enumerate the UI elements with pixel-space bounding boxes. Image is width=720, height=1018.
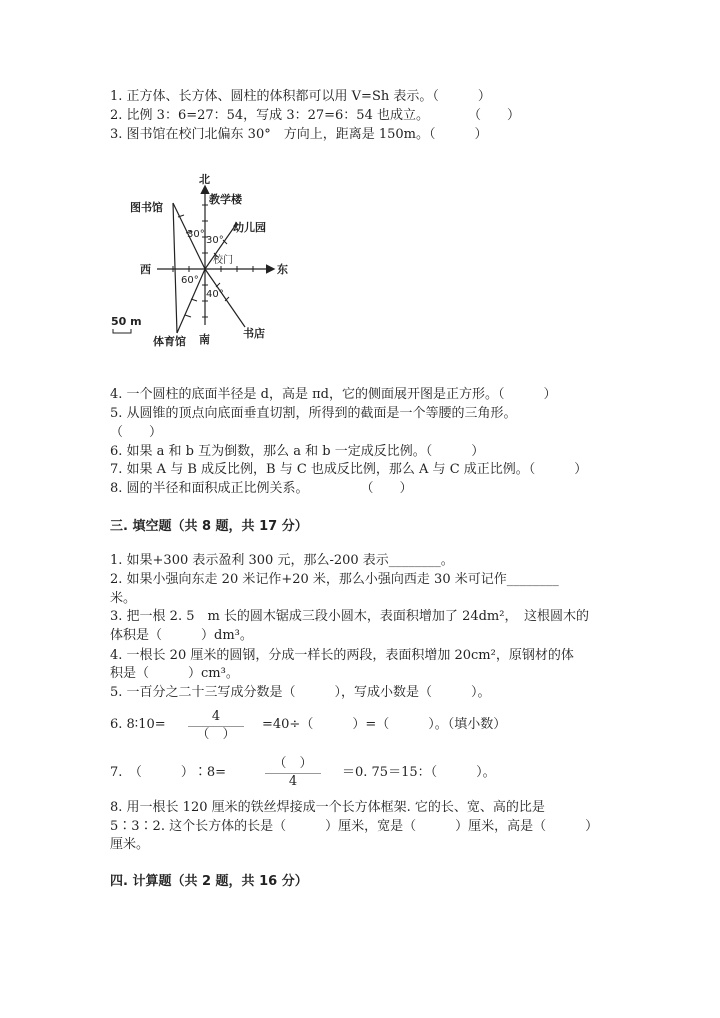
kindergarten-label: 幼儿园: [233, 221, 266, 234]
scale-bar: [113, 329, 131, 333]
angle-label-3: 60°: [181, 275, 199, 286]
fill-item-4: 4. 一根长 20 厘米的圆钢，分成一样长的两段，表面积增加 20cm²，原钢材的体: [110, 648, 574, 663]
fill-item-8-cont: 5∶3∶2. 这个长方体的长是（ ）厘米，宽是（ ）厘米，高是（ ）: [110, 819, 599, 834]
south-label: 南: [199, 333, 210, 346]
fill-item-6-suffix: =40÷（ ）=（ ）。（填小数）: [262, 717, 507, 732]
teaching-building-label: 教学楼: [209, 193, 242, 206]
fill-item-6-prefix: 6. 8∶10=: [110, 717, 166, 732]
fill-item-8: 8. 用一根长 120 厘米的铁丝焊接成一个长方体框架. 它的长、宽、高的比是: [110, 800, 545, 815]
fill-item-3-cont: 体积是（ ）dm³。: [110, 628, 253, 643]
judge-item-5: 5. 从圆锥的顶点向底面垂直切割，所得到的截面是一个等腰的三角形。: [110, 406, 517, 421]
fill-item-7-denominator: 4: [288, 774, 298, 789]
fill-item-8-end: 厘米。: [110, 837, 150, 852]
angle-label-1: 30°: [187, 229, 205, 240]
fill-item-3: 3. 把一根 2. 5 m 长的圆木锯成三段小圆木，表面积增加了 24dm²， 这根圆木的: [110, 609, 589, 624]
judge-item-1: 1. 正方体、长方体、圆柱的体积都可以用 V=Sh 表示。（ ）: [110, 89, 491, 104]
fill-item-2: 2. 如果小强向东走 20 米记作+20 米，那么小强向西走 30 米可记作________: [110, 572, 559, 587]
fill-item-6-numerator: 4: [211, 709, 221, 724]
scale-label: 50 m: [111, 315, 142, 328]
judge-item-3: 3. 图书馆在校门北偏东 30° 方向上，距离是 150m。（ ）: [110, 127, 488, 142]
fill-item-4-cont: 积是（ ）cm³。: [110, 666, 239, 681]
fill-item-7-suffix: ＝0. 75＝15：（ ）。: [342, 765, 496, 780]
fill-item-7-prefix: 7. （ ）∶8=: [110, 765, 227, 780]
fill-item-1: 1. 如果+300 表示盈利 300 元，那么-200 表示________。: [110, 553, 454, 568]
east-label: 东: [277, 263, 288, 276]
angle-label-4: 40°: [206, 289, 224, 300]
gym-label: 体育馆: [153, 335, 186, 348]
section-3-title: 三. 填空题（共 8 题，共 17 分）: [110, 519, 308, 534]
fill-item-6-denominator: （ ）: [196, 727, 236, 742]
fill-item-7-numerator: （ ）: [273, 756, 313, 771]
fill-item-5: 5. 一百分之二十三写成分数是（ ），写成小数是（ ）。: [110, 685, 491, 700]
angle-label-2: 30°: [206, 235, 224, 246]
west-label: 西: [140, 263, 151, 276]
judge-item-7: 7. 如果 A 与 B 成反比例，B 与 C 也成反比例，那么 A 与 C 成正比例。（ ）: [110, 462, 588, 477]
north-label: 北: [199, 173, 210, 186]
direction-diagram: [105, 165, 295, 355]
fill-item-2-cont: 米。: [110, 591, 137, 606]
school-gate-label: 校门: [213, 255, 233, 266]
judge-item-4: 4. 一个圆柱的底面半径是 d，高是 πd，它的侧面展开图是正方形。（ ）: [110, 387, 557, 402]
ray-library-gym: [173, 203, 177, 333]
judge-item-6: 6. 如果 a 和 b 互为倒数，那么 a 和 b 一定成反比例。（ ）: [110, 444, 485, 459]
judge-item-8: 8. 圆的半径和面积成正比例关系。 （ ）: [110, 481, 413, 496]
judge-item-5-bracket: （ ）: [110, 425, 163, 440]
section-4-title: 四. 计算题（共 2 题，共 16 分）: [110, 874, 308, 889]
library-label: 图书馆: [130, 201, 163, 214]
bookstore-label: 书店: [243, 327, 265, 340]
judge-item-2: 2. 比例 3：6=27：54，写成 3：27=6：54 也成立。 （ ）: [110, 108, 520, 123]
